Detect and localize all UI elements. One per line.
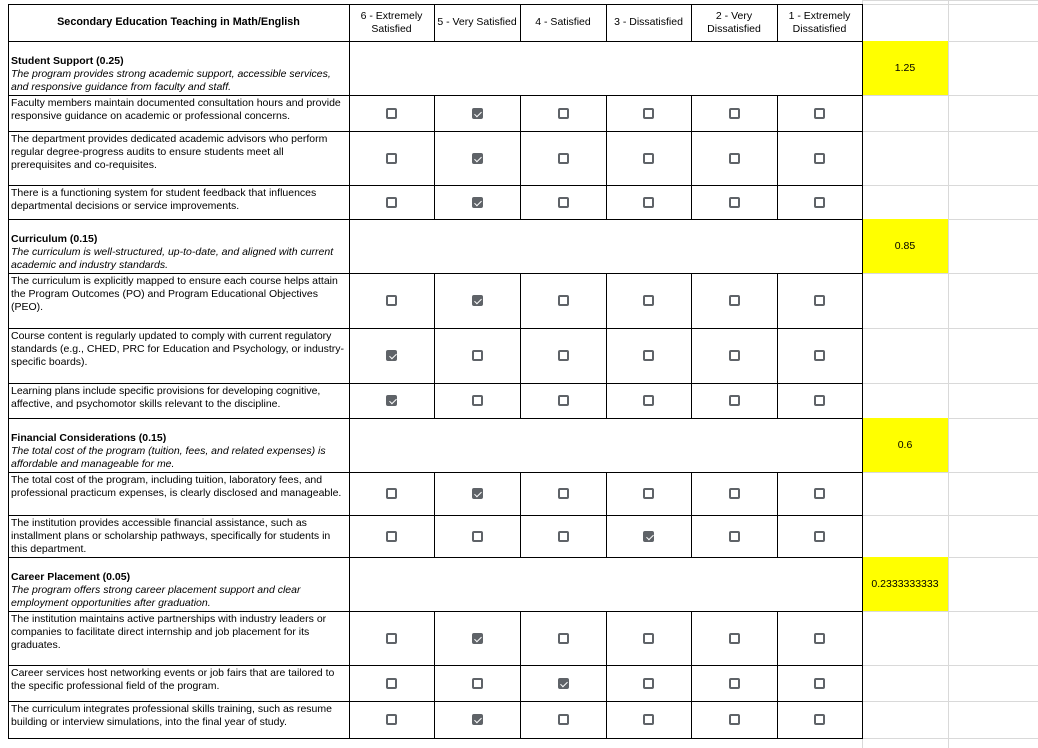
rating-checkbox[interactable] <box>814 633 825 644</box>
rating-checkbox[interactable] <box>729 295 740 306</box>
table-border-vertical <box>606 515 607 557</box>
table-border-vertical <box>520 515 521 557</box>
rating-checkbox[interactable] <box>386 678 397 689</box>
rating-cell <box>691 131 777 185</box>
rating-checkbox[interactable] <box>643 153 654 164</box>
rating-cell <box>691 185 777 219</box>
rating-checkbox[interactable] <box>643 108 654 119</box>
rating-checkbox[interactable] <box>643 295 654 306</box>
rating-cell <box>606 515 691 557</box>
rating-checkbox[interactable] <box>729 108 740 119</box>
table-border-vertical <box>691 665 692 701</box>
statement-cell: There is a functioning system for student feedback that influences departmental decisions or service improvements. <box>11 187 317 212</box>
rating-cell <box>691 328 777 383</box>
table-border-vertical <box>434 328 435 383</box>
rating-checkbox[interactable] <box>814 488 825 499</box>
rating-cell <box>606 665 691 701</box>
statement-cell: The total cost of the program, including tuition, laboratory fees, and professional practicum expenses, is clearly disclosed and manageable. <box>11 474 342 499</box>
category-description: The curriculum is well-structured, up-to-date, and aligned with current academic and industry standards. <box>11 246 334 271</box>
table-border-vertical <box>434 472 435 515</box>
rating-checkbox[interactable] <box>558 714 569 725</box>
table-border-horizontal <box>8 4 863 5</box>
category-description: The program provides strong academic support, accessible services, and responsive guidance from faculty and staff. <box>11 68 331 93</box>
table-border-horizontal <box>8 95 863 96</box>
statement-cell: The institution provides accessible financial assistance, such as installment plans or scholarship pathways, specifically for students in this department. <box>11 517 331 555</box>
table-border-horizontal <box>8 418 863 419</box>
category-name: Curriculum (0.15) <box>11 233 98 245</box>
rating-checkbox[interactable] <box>814 197 825 208</box>
table-border-vertical <box>691 4 692 41</box>
statement-cell: Learning plans include specific provisions for developing cognitive, affective, and psychomotor skills relevant to the discipline. <box>11 385 321 410</box>
table-border-vertical <box>606 95 607 131</box>
statement-cell: Faculty members maintain documented consultation hours and provide responsive guidance on academic or professional concerns. <box>11 97 341 122</box>
rating-checkbox[interactable] <box>558 108 569 119</box>
rating-cell <box>777 611 862 665</box>
category-description: The program offers strong career placement support and clear employment opportunities after graduation. <box>11 584 301 609</box>
table-border-vertical <box>777 515 778 557</box>
rating-checkbox[interactable] <box>386 395 397 406</box>
table-border-vertical <box>520 701 521 738</box>
rating-checkbox[interactable] <box>472 197 483 208</box>
rating-checkbox[interactable] <box>729 714 740 725</box>
rating-cell <box>349 701 434 738</box>
table-border-vertical <box>691 328 692 383</box>
table-border-vertical <box>520 472 521 515</box>
sheet-gridline-horizontal <box>862 273 1038 274</box>
rating-cell <box>777 131 862 185</box>
rating-checkbox[interactable] <box>472 108 483 119</box>
category-cell <box>8 219 349 273</box>
table-border-vertical <box>606 611 607 665</box>
table-border-vertical <box>434 131 435 185</box>
rating-cell <box>520 95 606 131</box>
rating-checkbox[interactable] <box>814 678 825 689</box>
table-border-horizontal <box>8 185 863 186</box>
rating-cell <box>606 383 691 418</box>
column-header-rating: 4 - Satisfied <box>535 16 591 28</box>
table-border-vertical <box>691 273 692 328</box>
rating-cell <box>606 328 691 383</box>
table-border-vertical <box>777 95 778 131</box>
rating-cell <box>520 273 606 328</box>
category-cell <box>8 418 349 472</box>
table-border-horizontal <box>8 515 863 516</box>
rating-checkbox[interactable] <box>558 395 569 406</box>
table-border-vertical <box>777 328 778 383</box>
rating-checkbox[interactable] <box>729 153 740 164</box>
table-border-vertical <box>862 4 863 738</box>
table-border-horizontal <box>8 273 863 274</box>
table-border-horizontal <box>8 131 863 132</box>
table-border-vertical <box>434 383 435 418</box>
statement-cell: The curriculum is explicitly mapped to ensure each course helps attain the Program Outcomes (PO) and Program Educational Objectives (PEO). <box>11 275 338 313</box>
rating-cell <box>691 515 777 557</box>
rating-checkbox[interactable] <box>814 153 825 164</box>
category-score-cell[interactable]: 1.25 <box>862 41 948 95</box>
rating-checkbox[interactable] <box>729 488 740 499</box>
rating-checkbox[interactable] <box>386 350 397 361</box>
rating-checkbox[interactable] <box>558 350 569 361</box>
rating-checkbox[interactable] <box>643 350 654 361</box>
rating-checkbox[interactable] <box>386 488 397 499</box>
table-border-vertical <box>691 95 692 131</box>
rating-cell <box>606 472 691 515</box>
rating-checkbox[interactable] <box>814 350 825 361</box>
table-border-vertical <box>691 701 692 738</box>
table-border-vertical <box>434 515 435 557</box>
rating-cell <box>520 611 606 665</box>
rating-checkbox[interactable] <box>729 531 740 542</box>
rating-cell <box>520 383 606 418</box>
rating-checkbox[interactable] <box>386 714 397 725</box>
rating-cell <box>606 185 691 219</box>
rating-checkbox[interactable] <box>558 197 569 208</box>
sheet-gridline-horizontal <box>862 0 1038 1</box>
sheet-gridline-horizontal <box>862 515 1038 516</box>
rating-cell <box>434 131 520 185</box>
rating-cell <box>520 665 606 701</box>
rating-checkbox[interactable] <box>558 633 569 644</box>
rating-cell <box>349 328 434 383</box>
category-name: Student Support (0.25) <box>11 55 124 67</box>
rating-checkbox[interactable] <box>472 633 483 644</box>
column-header-rating: 3 - Dissatisfied <box>614 16 683 28</box>
table-border-vertical <box>691 131 692 185</box>
rating-cell <box>434 515 520 557</box>
table-border-vertical <box>8 4 9 738</box>
table-border-horizontal <box>8 41 863 42</box>
rating-cell <box>520 131 606 185</box>
rating-cell <box>606 131 691 185</box>
table-border-vertical <box>777 4 778 41</box>
rating-cell <box>777 95 862 131</box>
sheet-gridline-horizontal <box>862 738 1038 739</box>
table-border-vertical <box>606 701 607 738</box>
rating-cell <box>691 273 777 328</box>
table-border-vertical <box>777 131 778 185</box>
category-cell <box>8 557 349 611</box>
table-border-vertical <box>777 185 778 219</box>
sheet-gridline-horizontal <box>862 383 1038 384</box>
sheet-gridline-horizontal <box>862 185 1038 186</box>
table-border-vertical <box>520 665 521 701</box>
table-border-vertical <box>691 472 692 515</box>
rating-checkbox[interactable] <box>729 395 740 406</box>
rating-cell <box>777 701 862 738</box>
category-score-cell[interactable]: 0.2333333333 <box>862 557 948 611</box>
rating-cell <box>777 273 862 328</box>
rating-checkbox[interactable] <box>558 488 569 499</box>
rating-cell <box>434 185 520 219</box>
table-border-vertical <box>606 185 607 219</box>
rating-checkbox[interactable] <box>472 714 483 725</box>
rating-cell <box>434 472 520 515</box>
category-name: Career Placement (0.05) <box>11 571 131 583</box>
table-border-vertical <box>606 665 607 701</box>
rating-cell <box>349 472 434 515</box>
rating-cell <box>777 383 862 418</box>
rating-cell <box>691 701 777 738</box>
sheet-gridline-horizontal <box>862 472 1038 473</box>
table-border-vertical <box>691 611 692 665</box>
rating-cell <box>606 611 691 665</box>
sheet-gridline-horizontal <box>862 4 1038 5</box>
table-border-vertical <box>520 273 521 328</box>
statement-cell: Course content is regularly updated to comply with current regulatory standards (e.g., CHED, PRC for Education and Psychology, or industry-specific boards). <box>11 330 345 368</box>
rating-checkbox[interactable] <box>386 295 397 306</box>
category-score-cell[interactable]: 0.85 <box>862 219 948 273</box>
rating-checkbox[interactable] <box>643 488 654 499</box>
rating-cell <box>520 515 606 557</box>
table-border-vertical <box>606 273 607 328</box>
rating-checkbox[interactable] <box>558 295 569 306</box>
rating-checkbox[interactable] <box>386 633 397 644</box>
rating-cell <box>606 95 691 131</box>
rating-checkbox[interactable] <box>729 678 740 689</box>
table-border-vertical <box>434 701 435 738</box>
rating-cell <box>691 611 777 665</box>
table-border-vertical <box>777 383 778 418</box>
table-border-vertical <box>777 611 778 665</box>
rating-cell <box>349 185 434 219</box>
column-header-rating: 2 - Very Dissatisfied <box>707 9 761 35</box>
rating-cell <box>434 273 520 328</box>
rating-cell <box>777 665 862 701</box>
rating-checkbox[interactable] <box>472 153 483 164</box>
sheet-gridline-vertical <box>948 0 949 748</box>
rating-cell <box>434 383 520 418</box>
rating-checkbox[interactable] <box>472 395 483 406</box>
rating-cell <box>777 515 862 557</box>
sheet-gridline-horizontal <box>862 95 1038 96</box>
rating-checkbox[interactable] <box>472 678 483 689</box>
rating-checkbox[interactable] <box>386 531 397 542</box>
table-border-vertical <box>520 328 521 383</box>
rating-checkbox[interactable] <box>558 153 569 164</box>
table-border-horizontal <box>8 665 863 666</box>
table-border-vertical <box>520 611 521 665</box>
table-border-horizontal <box>8 472 863 473</box>
sheet-gridline-horizontal <box>862 701 1038 702</box>
rating-cell <box>434 701 520 738</box>
table-border-vertical <box>606 131 607 185</box>
rating-checkbox[interactable] <box>558 678 569 689</box>
rating-checkbox[interactable] <box>386 153 397 164</box>
table-border-vertical <box>520 383 521 418</box>
table-border-horizontal <box>8 557 863 558</box>
rating-checkbox[interactable] <box>643 395 654 406</box>
rating-cell <box>349 515 434 557</box>
rating-checkbox[interactable] <box>386 108 397 119</box>
table-border-vertical <box>606 328 607 383</box>
rating-checkbox[interactable] <box>558 531 569 542</box>
rating-cell <box>349 383 434 418</box>
rating-cell <box>606 273 691 328</box>
table-border-vertical <box>777 701 778 738</box>
rating-checkbox[interactable] <box>472 350 483 361</box>
table-border-vertical <box>520 95 521 131</box>
table-border-vertical <box>606 472 607 515</box>
table-border-vertical <box>520 185 521 219</box>
table-border-horizontal <box>8 383 863 384</box>
table-border-vertical <box>434 611 435 665</box>
rating-cell <box>349 95 434 131</box>
rating-cell <box>434 611 520 665</box>
rating-checkbox[interactable] <box>472 295 483 306</box>
rating-cell <box>520 701 606 738</box>
rating-checkbox[interactable] <box>729 197 740 208</box>
table-border-vertical <box>520 4 521 41</box>
table-border-horizontal <box>8 328 863 329</box>
table-border-vertical <box>606 4 607 41</box>
rating-cell <box>434 665 520 701</box>
rating-checkbox[interactable] <box>729 633 740 644</box>
statement-cell: Career services host networking events or job fairs that are tailored to the specific professional field of the program. <box>11 667 335 692</box>
rating-cell <box>777 328 862 383</box>
rating-cell <box>349 273 434 328</box>
rating-checkbox[interactable] <box>814 531 825 542</box>
table-border-vertical <box>349 4 350 738</box>
rating-cell <box>349 611 434 665</box>
table-border-vertical <box>777 472 778 515</box>
rating-checkbox[interactable] <box>729 350 740 361</box>
statement-cell: The institution maintains active partnerships with industry leaders or companies to facilitate direct internship and job placement for its graduates. <box>11 613 327 651</box>
rating-checkbox[interactable] <box>643 714 654 725</box>
rating-checkbox[interactable] <box>643 678 654 689</box>
rating-checkbox[interactable] <box>814 714 825 725</box>
table-border-vertical <box>434 665 435 701</box>
sheet-gridline-horizontal <box>862 611 1038 612</box>
column-header-title: Secondary Education Teaching in Math/English <box>57 16 300 28</box>
table-border-vertical <box>606 383 607 418</box>
sheet-gridline-horizontal <box>862 665 1038 666</box>
rating-cell <box>434 95 520 131</box>
rating-checkbox[interactable] <box>472 488 483 499</box>
table-border-horizontal <box>8 611 863 612</box>
sheet-gridline-horizontal <box>862 328 1038 329</box>
rating-cell <box>777 472 862 515</box>
table-border-horizontal <box>8 738 863 739</box>
rating-cell <box>691 665 777 701</box>
rating-checkbox[interactable] <box>643 633 654 644</box>
category-description: The total cost of the program (tuition, fees, and related expenses) is affordable and manageable for me. <box>11 445 326 470</box>
category-name: Financial Considerations (0.15) <box>11 432 167 444</box>
table-border-vertical <box>434 185 435 219</box>
table-border-vertical <box>691 515 692 557</box>
rating-checkbox[interactable] <box>814 395 825 406</box>
rating-cell <box>691 472 777 515</box>
table-border-vertical <box>434 273 435 328</box>
rating-checkbox[interactable] <box>472 531 483 542</box>
column-header-rating: 5 - Very Satisfied <box>437 16 517 28</box>
column-header-rating: 6 - Extremely Satisfied <box>360 9 423 35</box>
category-score-cell[interactable]: 0.6 <box>862 418 948 472</box>
category-cell <box>8 41 349 95</box>
rating-cell <box>777 185 862 219</box>
statement-cell: The department provides dedicated academic advisors who perform regular degree-progress audits to ensure students meet all prerequisites and co-requisites. <box>11 133 328 171</box>
rating-cell <box>520 328 606 383</box>
rating-checkbox[interactable] <box>643 531 654 542</box>
table-border-vertical <box>434 4 435 41</box>
rating-cell <box>349 665 434 701</box>
table-border-vertical <box>434 95 435 131</box>
rating-checkbox[interactable] <box>814 108 825 119</box>
table-border-horizontal <box>8 701 863 702</box>
rating-checkbox[interactable] <box>386 197 397 208</box>
statement-cell: The curriculum integrates professional skills training, such as resume building or interview simulations, into the final year of study. <box>11 703 332 728</box>
rating-checkbox[interactable] <box>814 295 825 306</box>
rating-cell <box>691 383 777 418</box>
rating-cell <box>349 131 434 185</box>
rating-cell <box>520 472 606 515</box>
table-border-vertical <box>520 131 521 185</box>
table-border-vertical <box>691 383 692 418</box>
sheet-gridline-horizontal <box>862 131 1038 132</box>
table-border-vertical <box>777 273 778 328</box>
table-border-vertical <box>777 665 778 701</box>
rating-cell <box>520 185 606 219</box>
rating-checkbox[interactable] <box>643 197 654 208</box>
table-border-horizontal <box>8 219 863 220</box>
rating-cell <box>434 328 520 383</box>
rating-cell <box>691 95 777 131</box>
rating-cell <box>606 701 691 738</box>
column-header-rating: 1 - Extremely Dissatisfied <box>788 9 851 35</box>
table-border-vertical <box>691 185 692 219</box>
